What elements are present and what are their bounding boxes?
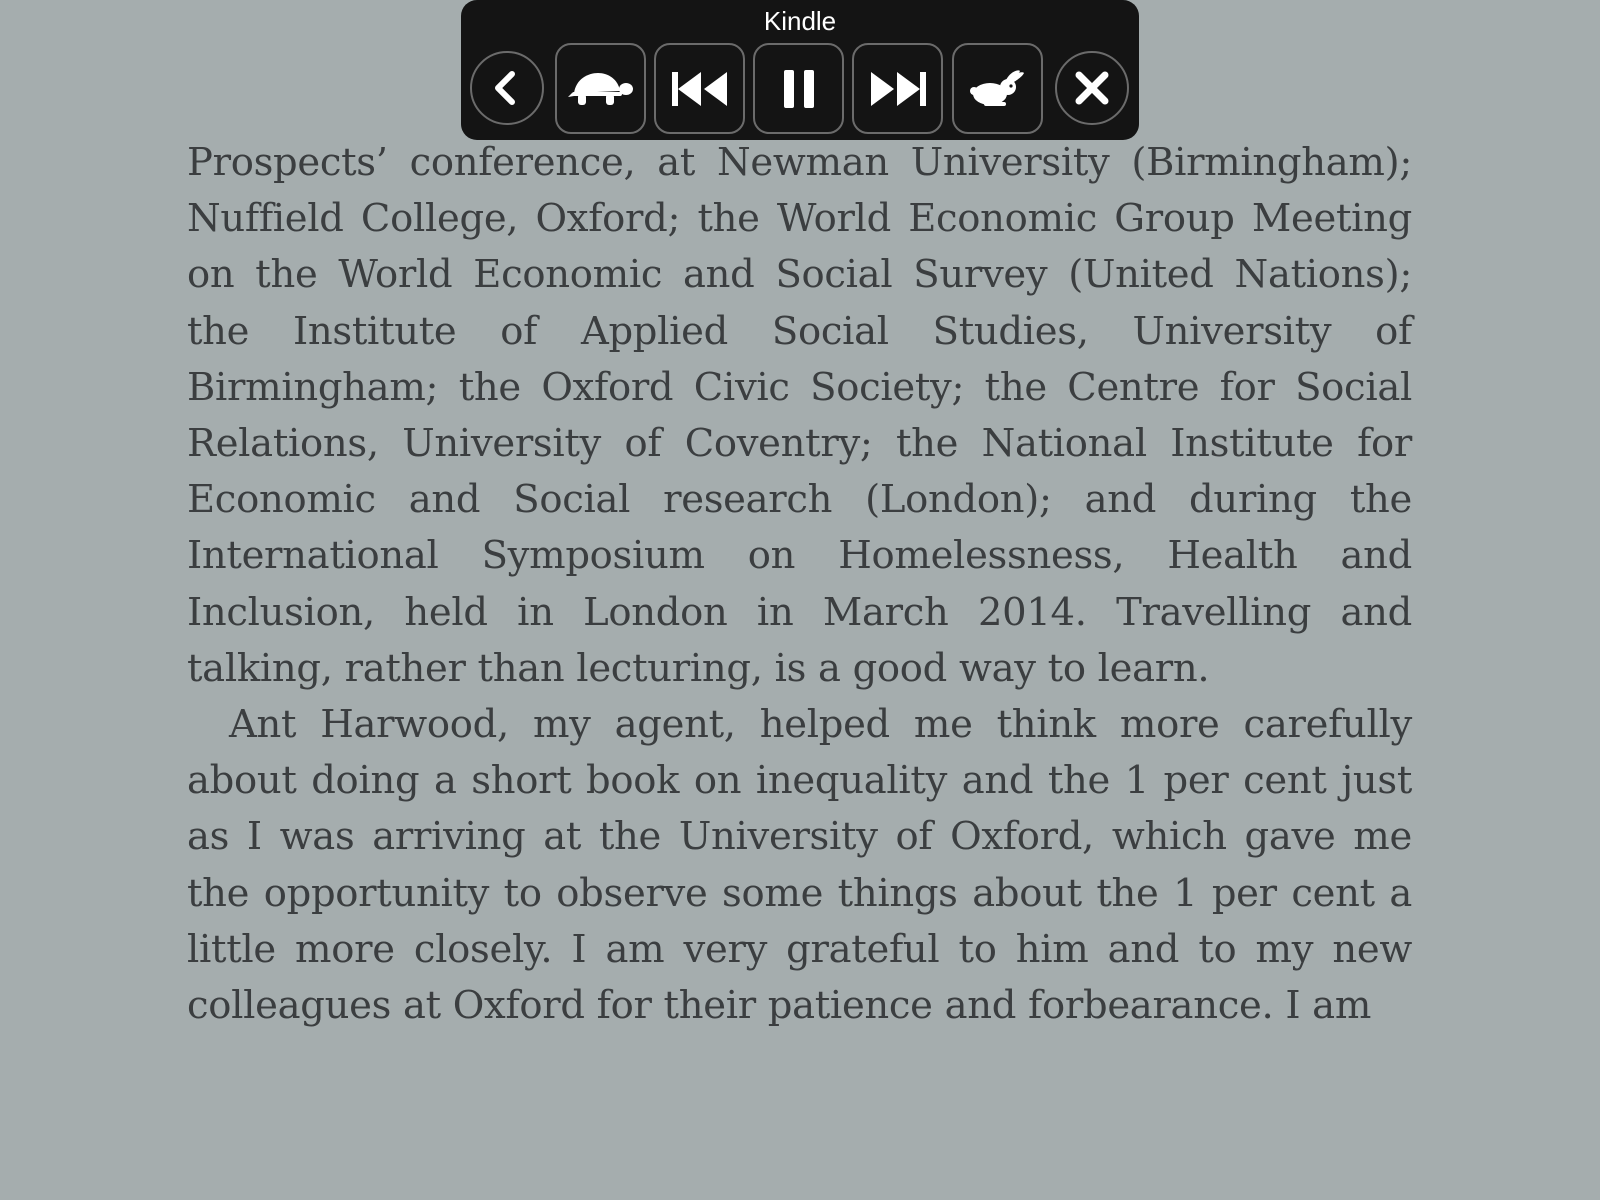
pause-button[interactable] xyxy=(753,43,844,134)
next-button[interactable] xyxy=(852,43,943,134)
back-button[interactable] xyxy=(470,51,544,125)
skip-forward-icon xyxy=(868,69,928,109)
previous-button[interactable] xyxy=(654,43,745,134)
book-paragraph: Prospects’ conference, at Newman University (Birmingham); Nuffield College, Oxford; the World Economic Group Meeting on the World Economic and Social Survey (United Nations); the Institute of Applied Social Studies, University of Birmingham; the Oxford Civic Society; the Centre for Social Relations, University of Coventry; the National Institute for Economic and Social research (London); and during the International Symposium on Homelessness, Health and Inclusion, held in London in March 2014. Travelling and talking, rather than lecturing, is a good way to learn. xyxy=(187,140,1412,691)
slower-button[interactable] xyxy=(555,43,646,134)
read-aloud-toolbar xyxy=(461,0,1139,140)
faster-button[interactable] xyxy=(952,43,1043,134)
turtle-icon xyxy=(568,69,634,109)
close-icon xyxy=(1072,68,1112,108)
skip-back-icon xyxy=(670,69,730,109)
rabbit-icon xyxy=(970,69,1026,109)
back-icon xyxy=(487,68,527,108)
close-button[interactable] xyxy=(1055,51,1129,125)
book-paragraph: Ant Harwood, my agent, helped me think more carefully about doing a short book on inequality and the 1 per cent just as I was arriving at the University of Oxford, which gave me the opportunity to observe some things about the 1 per cent a little more closely. I am very grateful to him and to my new colleagues at Oxford for their patience and forbearance. I am xyxy=(187,702,1412,1029)
book-page-text xyxy=(187,135,1412,1034)
pause-icon xyxy=(779,68,819,110)
toolbar-title: Kindle xyxy=(763,6,837,36)
